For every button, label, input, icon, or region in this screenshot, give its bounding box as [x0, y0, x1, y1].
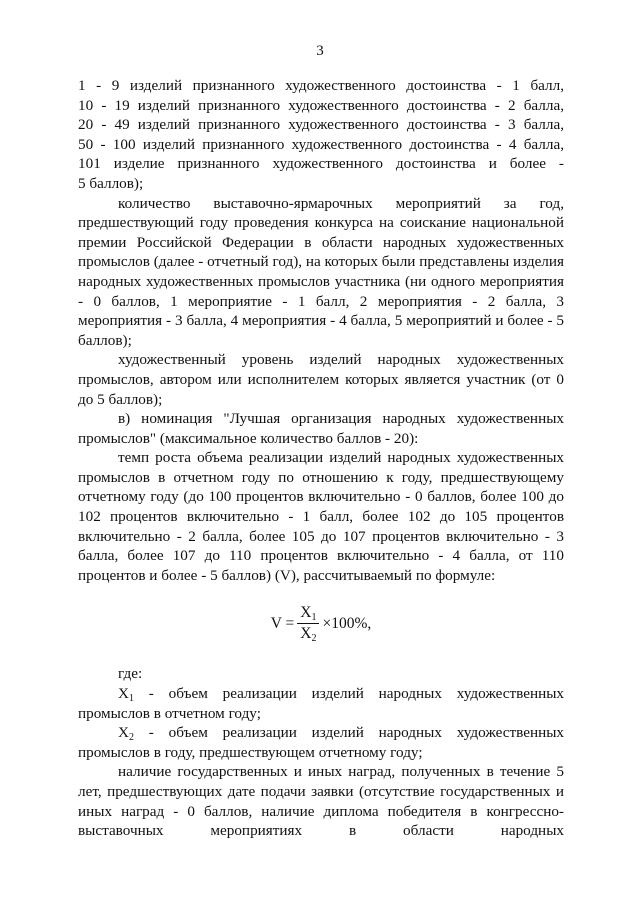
scores-list	[78, 76, 564, 194]
formula-lhs: V =	[270, 614, 295, 632]
document-body	[78, 76, 564, 841]
paragraph-artistic-level: художественный уровень изделий народных художественных промыслов, автором или исполнителем которых является участник (от 0 до 5 баллов);	[78, 351, 564, 408]
paragraph-nomination: в) номинация "Лучшая организация народных художественных промыслов" (максимальное количество баллов - 20):	[78, 410, 564, 447]
paragraph-exhibitions: количество выставочно-ярмарочных мероприятий за год, предшествующий году проведения конкурса на соискание национальной премии Российской Федерации в области народных художественных промыслов (далее - отчетный год), на которых были представлены изделия народных художественных промыслов участника (ни одного мероприятия - 0 баллов, 1 мероприятие - 1 балл, 2 мероприятия - 2 балла, 3 мероприятия - 3 балла, 4 мероприятия - 4 балла, 5 мероприятий и более - 5 баллов);	[78, 194, 564, 349]
paragraph-awards: наличие государственных и иных наград, полученных в течение 5 лет, предшествующих дате подачи заявки (отсутствие государственных и иных наград - 0 баллов, наличие диплома победителя в конгрессно-выставочных мероприятиях в области народных	[78, 763, 564, 840]
paragraph-x1: $X_1$ - объем реализации изделий народных художественных промыслов в отчетном году;	[78, 685, 564, 722]
formula-numerator: $X_1$	[297, 604, 319, 624]
list-item: 20 - 49 изделий признанного художественного достоинства - 3 балла,	[78, 116, 564, 134]
page-number: 3	[316, 43, 324, 59]
paragraph-growth-rate: темп роста объема реализации изделий народных художественных промыслов в отчетном году по отношению к году, предшествующему отчетному году (до 100 процентов включительно - 0 баллов, более 100 до 102 процентов включительно - 1 балл, более 102 до 105 процентов включительно - 2 балла, более 105 до 107 процентов включительно - 3 балла, более 107 до 110 процентов включительно - 4 балла, от 110 процентов и более - 5 баллов) (V), рассчитываемый по формуле:	[78, 449, 564, 584]
list-item: 5 баллов);	[78, 174, 144, 192]
formula-v	[78, 588, 564, 658]
formula-rhs: ×100%,	[322, 614, 372, 632]
var-x1: $X_1$	[118, 685, 134, 705]
formula-fraction	[297, 604, 319, 643]
var-x2: $X_2$	[118, 724, 134, 744]
list-item: 101 изделие признанного художественного достоинства и более -	[78, 155, 564, 173]
paragraph-x2: $X_2$ - объем реализации изделий народных художественных промыслов в году, предшествующем отчетному году;	[78, 724, 564, 761]
paragraph-where: где:	[118, 665, 143, 683]
formula-denominator: $X_2$	[300, 624, 317, 644]
list-item: 10 - 19 изделий признанного художественного достоинства - 2 балла,	[78, 96, 564, 114]
list-item: 50 - 100 изделий признанного художественного достоинства - 4 балла,	[78, 135, 564, 153]
list-item: 1 - 9 изделий признанного художественного достоинства - 1 балл,	[78, 77, 564, 94]
